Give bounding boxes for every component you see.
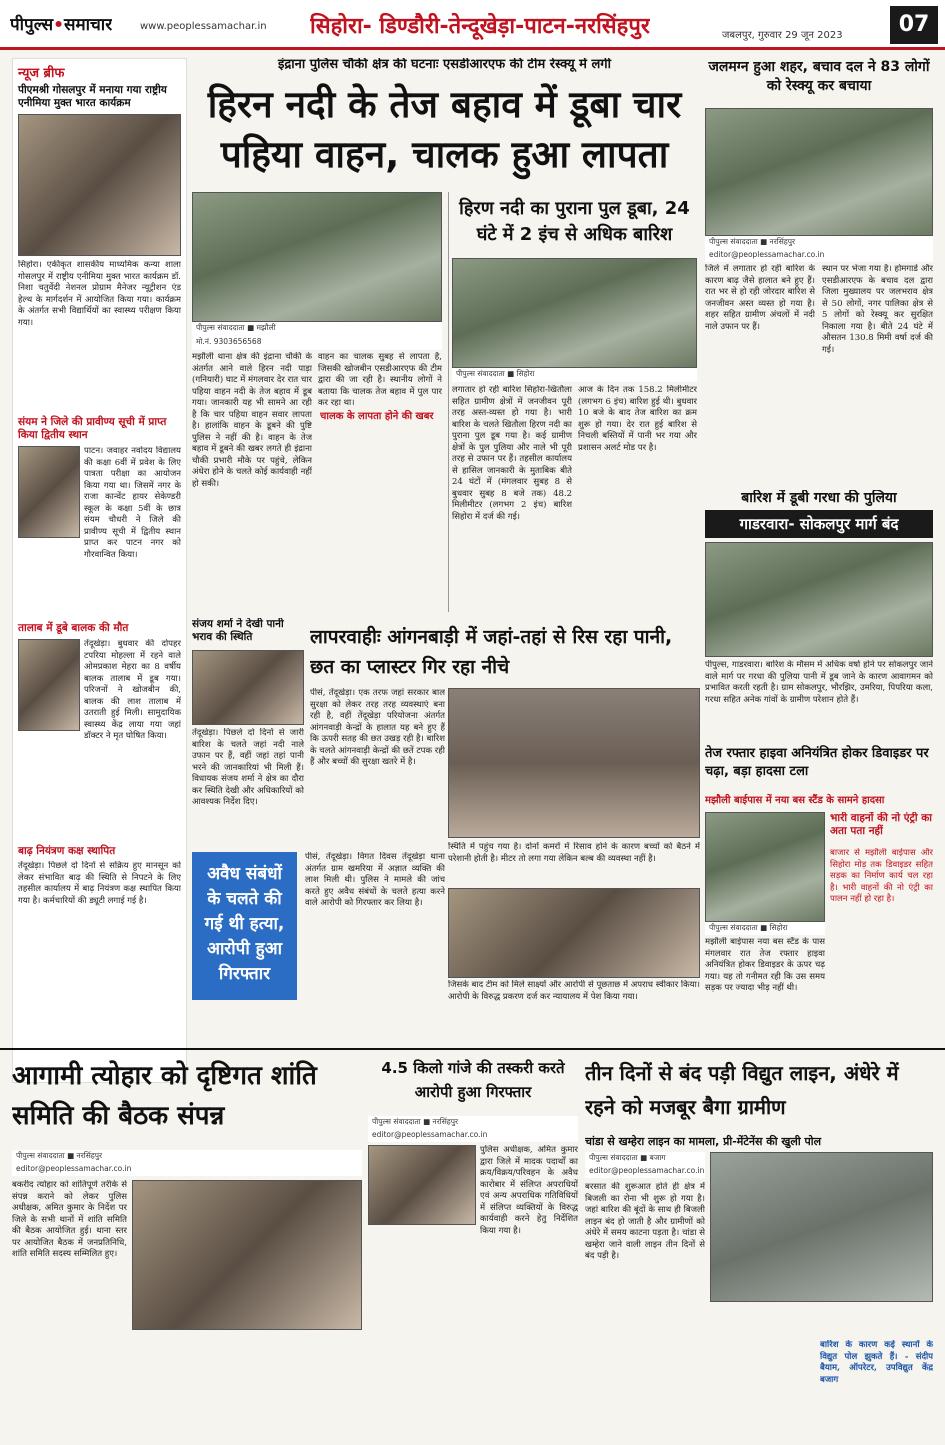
murder-caption: जिसके बाद टीम को मिले साक्ष्यों और आरोपी से पूछताछ में अपराध स्वीकार किया। आरोपी के विरुद्ध प्रकरण दर्ज कर न्यायालय में पेश किया गया। <box>448 980 700 1002</box>
ganja-byline: पीपुल्स संवाददाता ■ नरसिंहपुर <box>368 1116 578 1129</box>
ganja-headline-box <box>368 1056 578 1114</box>
sanjay-headline: संजय शर्मा ने देखी पानी भराव की स्थिति <box>192 618 284 643</box>
page-number: 07 <box>890 6 938 44</box>
sanjay-headline-box <box>192 618 304 648</box>
rescue-body: जिले में लगातार हो रही बारिश के कारण बाढ़ जैसे हालात बने हुए हैं। रात भर से हो रही जोरदार बारिश से जनजीवन अस्त व्यस्त हो गया है। शहर सहित ग्रामीण अंचलों में नदी नाले उफान पर हैं। <box>705 264 815 332</box>
ganja-email[interactable]: editor@peoplessamachar.co.in <box>368 1129 578 1142</box>
lead-photo-caption: पीपुल्स संवाददाता ■ मझौली <box>192 322 442 336</box>
lead-body-1: मझौली थाना क्षेत्र की इंद्राना चौकी के अंतर्गत आने वाले हिरन नदी पाड़ा (गनियारी) घाट में मंगलवार देर रात चार पहिया वाहन नदी के तेज बहाव में डूब गया। जानकारी यह भी सामने आ रही है कि चार पहिया वाहन सवार लापता है। हालांकि वाहन के डूबने की पुष्टि पुलिस ने नहीं की है। वाहन के तेज बहाव में डूबने की खबर लगते ही इंद्राना चौकी प्रभारी मौके पर पहुंचे, लेकिन अंधेरा होने के चलते कोई कार्यवाही नहीं हो सकी। <box>192 352 312 489</box>
lead-headline: हिरन नदी के तेज बहाव में डूबा चार पहिया वाहन, चालक हुआ लापता <box>207 83 682 176</box>
power-body: बरसात की शुरूआत होते ही क्षेत्र में बिजली का रोना भी शुरू हो गया है। जहां बारिश की बूंदों के साथ ही बिजली लाइन बंद हो जाती है और ग्रामीणों को अंधेरे में समय काटना पड़ता है। चांडा से खम्हेरा जाने वाली लाइन तीन दिनों से बंद पड़ी है। <box>585 1182 705 1261</box>
rescue-headline-box <box>705 58 933 108</box>
gadarwara-body: पीपुल्स, गाडरवारा। बारिश के मौसम में अधिक वर्षा होने पर सोकलपुर जाने वाले मार्ग पर गरधा की पुलिया पानी में डूब जाने के कारण आवागमन को प्रभावित करती रहती है। ग्राम सोकलपुर, भौरझिर, उमरिया, पिपरिया कला, गरधा सहित अनेक गांवों के ग्रामीण परेशान होते हैं। <box>705 660 933 705</box>
highway-body: मझौली बाईपास नया बस स्टैंड के पास मंगलवार रात तेज रफ्तार हाइवा अनियंत्रित होकर डिवाइडर के ऊपर चढ़ गया। यह तो गनीमत रही कि उस समय सड़क पर ज्यादा भीड़ नहीं थी। <box>705 937 825 993</box>
rain-body-2: आज के दिन तक 158.2 मिलीमीटर (लगभग 6 इंच) बारिश हुई थी। बुधवार 10 बजे के बाद तेज बारिश का क्रम शुरू हो गया। देर रात हुई बारिश से निचली बस्तियों में पानी भर गया और प्रशासन अलर्ट मोड पर है। <box>578 385 697 453</box>
ganja-headline: 4.5 किलो गांजे की तस्करी करते आरोपी हुआ गिरफ्तार <box>381 1059 565 1101</box>
rescue-photo <box>705 108 933 236</box>
section-divider <box>0 1048 945 1050</box>
power-photo <box>710 1152 933 1302</box>
peace-email[interactable]: editor@peoplessamachar.co.in <box>12 1163 362 1176</box>
murder-photo <box>448 888 700 978</box>
brief-3-photo <box>18 639 80 731</box>
news-brief-column <box>12 58 187 1083</box>
peace-photo <box>132 1180 362 1330</box>
lead-headline-box <box>192 80 697 190</box>
highway-byline: पीपुल्स संवाददाता ■ सिहोरा <box>705 922 825 935</box>
site-url[interactable]: www.peoplessamachar.in <box>140 21 267 32</box>
gadarwara-headline-2-box <box>705 510 933 538</box>
peace-headline: आगामी त्योहार को दृष्टिगत शांति समिति की बैठक संपन्न <box>12 1061 317 1131</box>
peace-headline-box <box>12 1056 362 1146</box>
murder-body: पीसं, तेंदूखेड़ा। विगत दिवस तेंदूखेड़ा थाना अंतर्गत ग्राम खमरिया में अज्ञात व्यक्ति की लाश मिली थी। पुलिस ने मामले की जांच करते हुए अवैध संबंधों के चलते हत्या करने वाले आरोपी को गिरफ्तार कर लिया है। <box>305 852 445 908</box>
rescue-headline: जलमग्न हुआ शहर, बचाव दल ने 83 लोगों को रेस्क्यू कर बचाया <box>708 59 930 94</box>
peace-body: बकरीद त्योहार को शांतिपूर्ण तरीके से संपन्न कराने को लेकर पुलिस अधीक्षक, अमित कुमार के निर्देश पर जिले के सभी थानों में शांति समिति की बैठक आयोजित हुई। थाना स्तर पर आयोजित बैठक में जनप्रतिनिधि, शांति समिति सदस्य सम्मिलित हुए। <box>12 1180 127 1259</box>
rain-body: लगातार हो रही बारिश सिहोरा-खितौला सहित ग्रामीण क्षेत्रों में जनजीवन पूरी तरह अस्त-व्यस्त हो गया है। भारी बारिश के चलते खितौला हिरण नदी का पुराना पुल डूब गया है। कई ग्रामीण क्षेत्रों के पुल पुलिया और नाले भी पूरी तरह से उफान पर हैं। तहसील कार्यालय से हासिल जानकारी के मुताबिक बीते 24 घंटों में (मंगलवार सुबह 8 से बुधवार सुबह 8 बजे तक) 48.2 मिलीमीटर (लगभग 2 इंच) बारिश सिहोरा में दर्ज की गई। <box>452 385 572 522</box>
rescue-body-2: स्थान पर भेजा गया है। होमगार्ड और एसडीआरएफ के बचाव दल द्वारा जिला मुख्यालय पर जलभराव क्षेत्र से 50 लोगों, नगर पालिका क्षेत्र से 5 लोगों को रेस्क्यू कर सुरक्षित निकाला गया है। बीते 24 घंटे में औसतन 130.8 मिमी वर्षा दर्ज की गई। <box>822 264 933 355</box>
gadarwara-headline-1-box <box>705 490 933 510</box>
sanjay-body: तेंदूखेड़ा। पिछले दो दिनों से जारी बारिश के चलते जहां नदी नाले उफान पर हैं, वहीं जहां तहां पानी भरने की जानकारियां भी मिली हैं। विधायक संजय शर्मा ने क्षेत्र का दौरा कर स्थिति देखी और अधिकारियों को आवश्यक निर्देश दिए। <box>192 728 304 807</box>
power-sub: चांडा से खम्हेरा लाइन का मामला, प्री-मेंटेनेंस की खुली पोल <box>585 1135 822 1148</box>
brief-3-title: तालाब में डूबे बालक की मौत <box>18 622 129 634</box>
peace-byline: पीपुल्स संवाददाता ■ नरसिंहपुर <box>12 1150 362 1163</box>
rescue-email[interactable]: editor@peoplessamachar.co.in <box>705 249 933 262</box>
rain-headline: हिरण नदी का पुराना पुल डूबा, 24 घंटे में 2 इंच से अधिक बारिश <box>459 198 690 245</box>
rescue-byline: पीपुल्स संवाददाता ■ नरसिंहपुर <box>705 236 933 249</box>
masthead-logo: पीपुल्स•समाचार <box>10 15 113 35</box>
brief-4-title: बाढ़ नियंत्रण कक्ष स्थापित <box>18 845 116 857</box>
gadarwara-headline-1: बारिश में डूबी गरधा की पुलिया <box>741 490 897 506</box>
brief-4-body: तेंदूखेड़ा। पिछले दो दिनों से सक्रिय हुए मानसून को लेकर संभावित बाढ़ की स्थिति से निपटने के लिए तहसील कार्यालय में बाढ़ नियंत्रण कक्ष स्थापित किया गया है। कर्मचारियों की ड्यूटी लगाई गई है। <box>18 861 181 906</box>
news-brief-label: न्यूज ब्रीफ <box>18 66 65 81</box>
ganja-body: पुलिस अधीक्षक, अमित कुमार द्वारा जिले में मादक पदार्थों का क्रय/विक्रय/परिवहन के अवैध कारोबार में संलिप्त अपराधियों एवं अन्य अपराधिक गतिविधियों में संलिप्त व्यक्तियों के विरुद्ध कार्यवाही करने हेतु निर्देशित किया गया है। <box>480 1145 578 1236</box>
power-byline: पीपुल्स संवाददाता ■ बजाग <box>585 1152 705 1165</box>
issue-date: जबलपुर, गुरुवार 29 जून 2023 <box>722 30 843 41</box>
rain-headline-box <box>452 196 697 254</box>
anganwadi-headline: लापरवाहीः आंगनबाड़ी में जहां-तहां से रिस रहा पानी, छत का प्लास्टर गिर रहा नीचे <box>310 626 673 678</box>
power-email[interactable]: editor@peoplessamachar.co.in <box>585 1165 705 1178</box>
brief-2-body: पाटन। जवाहर नवोदय विद्यालय की कक्षा 6वीं में प्रवेश के लिए पात्रता परीक्षा का आयोजन किया गया था। जिसमें नगर के राजा कान्वेंट हायर सेकेण्डरी स्कूल के कक्षा 5वीं के छात्र संयम चौधरी ने जिले की प्रावीण्य सूची में द्वितीय स्थान प्राप्त कर पाटन नगर को गौरवान्वित किया। <box>84 446 181 560</box>
lead-mobile: मो.नं. 9303656568 <box>192 336 442 350</box>
highway-headline: तेज रफ्तार हाइवा अनियंत्रित होकर डिवाइडर पर चढ़ा, बड़ा हादसा टला <box>705 746 929 779</box>
lead-kicker <box>192 58 697 78</box>
gadarwara-headline-2: गाडरवारा- सोकलपुर मार्ग बंद <box>739 515 899 533</box>
lead-subhead: चालक के लापता होने की खबर <box>320 411 434 422</box>
anganwadi-body-2: स्थिति में पहुंच गया है। दोनों कमरों में रिसाव होने के कारण बच्चों को बैठने में परेशानी होती है। मीटर तो लगा गया लेकिन बल्ब की व्यवस्था नहीं है। <box>448 842 700 864</box>
power-headline-box <box>585 1056 933 1130</box>
ganja-photo <box>368 1145 476 1225</box>
page-header <box>0 0 945 50</box>
highway-box-title: भारी वाहनों की नो एंट्री का अता पता नहीं <box>830 812 933 837</box>
edition-title: सिहोरा- डिण्डौरी-तेन्दूखेड़ा-पाटन-नरसिंहपुर <box>310 14 650 39</box>
highway-headline-box <box>705 745 933 791</box>
highway-photo <box>705 812 825 922</box>
brief-1-body: सिहोरा। एकीकृत शासकीय माध्यमिक कन्या शाला गोसलपुर में राष्ट्रीय एनीमिया मुक्त भारत कार्यक्रम डॉ. निशा चतुर्वेदी नेशनल प्रोग्राम मैनेजर न्यूट्रीशन एंड हेल्थ के मार्गदर्शन में आयोजित किया गया। कार्यक्रम के अंतर्गत सभी विद्यार्थियों का स्वास्थ्य परीक्षण किया गया। <box>18 260 181 328</box>
murder-banner: अवैध संबंधों के चलते की गई थी हत्या, आरोपी हुआ गिरफ्तार <box>192 852 297 1000</box>
column-divider <box>448 192 449 612</box>
power-footer: बारिश के कारण कई स्थानों के विद्युत पोल झुकते हैं। - संदीप बैयाम, ऑपरेटर, उपविद्युत केंद्र बजाग <box>820 1340 933 1385</box>
rain-photo <box>452 258 697 368</box>
lead-kicker-text: इंद्राना पुलिस चौकी क्षेत्र की घटनाः एसडीआरएफ की टीम रेस्क्यू में लगी <box>278 58 611 72</box>
sanjay-photo <box>192 650 304 725</box>
lead-body-1b: वाहन का चालक सुबह से लापता है, जिसकी खोजबीन एसडीआरएफ की टीम द्वारा की जा रही है। स्थानीय लोगों ने बताया कि चालक तेज बहाव में पुल पार कर रहा था। <box>318 352 442 408</box>
anganwadi-headline-box <box>310 622 700 684</box>
highway-sub: मझौली बाईपास में नया बस स्टैंड के सामने हादसा <box>705 795 885 806</box>
brief-2-photo <box>18 446 80 538</box>
brief-2-title: संयम ने जिले की प्रावीण्य सूची में प्राप्त किया द्वितीय स्थान <box>18 416 167 441</box>
brief-1-title: पीएमश्री गोसलपुर में मनाया गया राष्ट्रीय एनीमिया मुक्त भारत कार्यक्रम <box>18 84 167 109</box>
highway-box-body: बाजार से मझौली बाईपास और सिहोरा मोड़ तक डिवाइडर सहित सड़क का निर्माण कार्य चल रहा है। भारी वाहनों की नो एंट्री का पालन नहीं हो रहा है। <box>830 848 933 904</box>
gadarwara-photo <box>705 542 933 657</box>
brief-3-body: तेंदूखेड़ा। बुधवार की दोपहर टपरिया मोहल्ला में रहने वाले ओमप्रकाश मेहरा का 8 वर्षीय बालक तालाब में डूब गया। परिजनों ने खोजबीन की, बालक की लाश तालाब में उतराती हुई मिली। सामुदायिक स्वास्थ्य केंद्र लाया गया जहां डॉक्टर ने मृत घोषित किया। <box>84 639 181 741</box>
power-headline: तीन दिनों से बंद पड़ी विद्युत लाइन, अंधेरे में रहने को मजबूर बैगा ग्रामीण <box>585 1061 899 1119</box>
anganwadi-photo <box>448 688 700 838</box>
lead-photo <box>192 192 442 322</box>
anganwadi-body: पीसं, तेंदूखेड़ा। एक तरफ जहां सरकार बाल सुरक्षा को लेकर तरह तरह व्यवस्थाएं बना रही है, वहीं तेंदूखेड़ा परियोजना अंतर्गत आंगनवाड़ी केन्द्रों के हालात यह बने हुए हैं कि ऊपरी सतह की छत उखड़ रही है। बारिश के चलते आंगनवाड़ी केन्द्रों की छतें टपक रही हैं और बच्चों की सुरक्षा खतरे में है। <box>310 688 445 767</box>
brief-1-photo <box>18 114 181 256</box>
rain-byline: पीपुल्स संवाददाता ■ सिहोरा <box>452 368 697 382</box>
